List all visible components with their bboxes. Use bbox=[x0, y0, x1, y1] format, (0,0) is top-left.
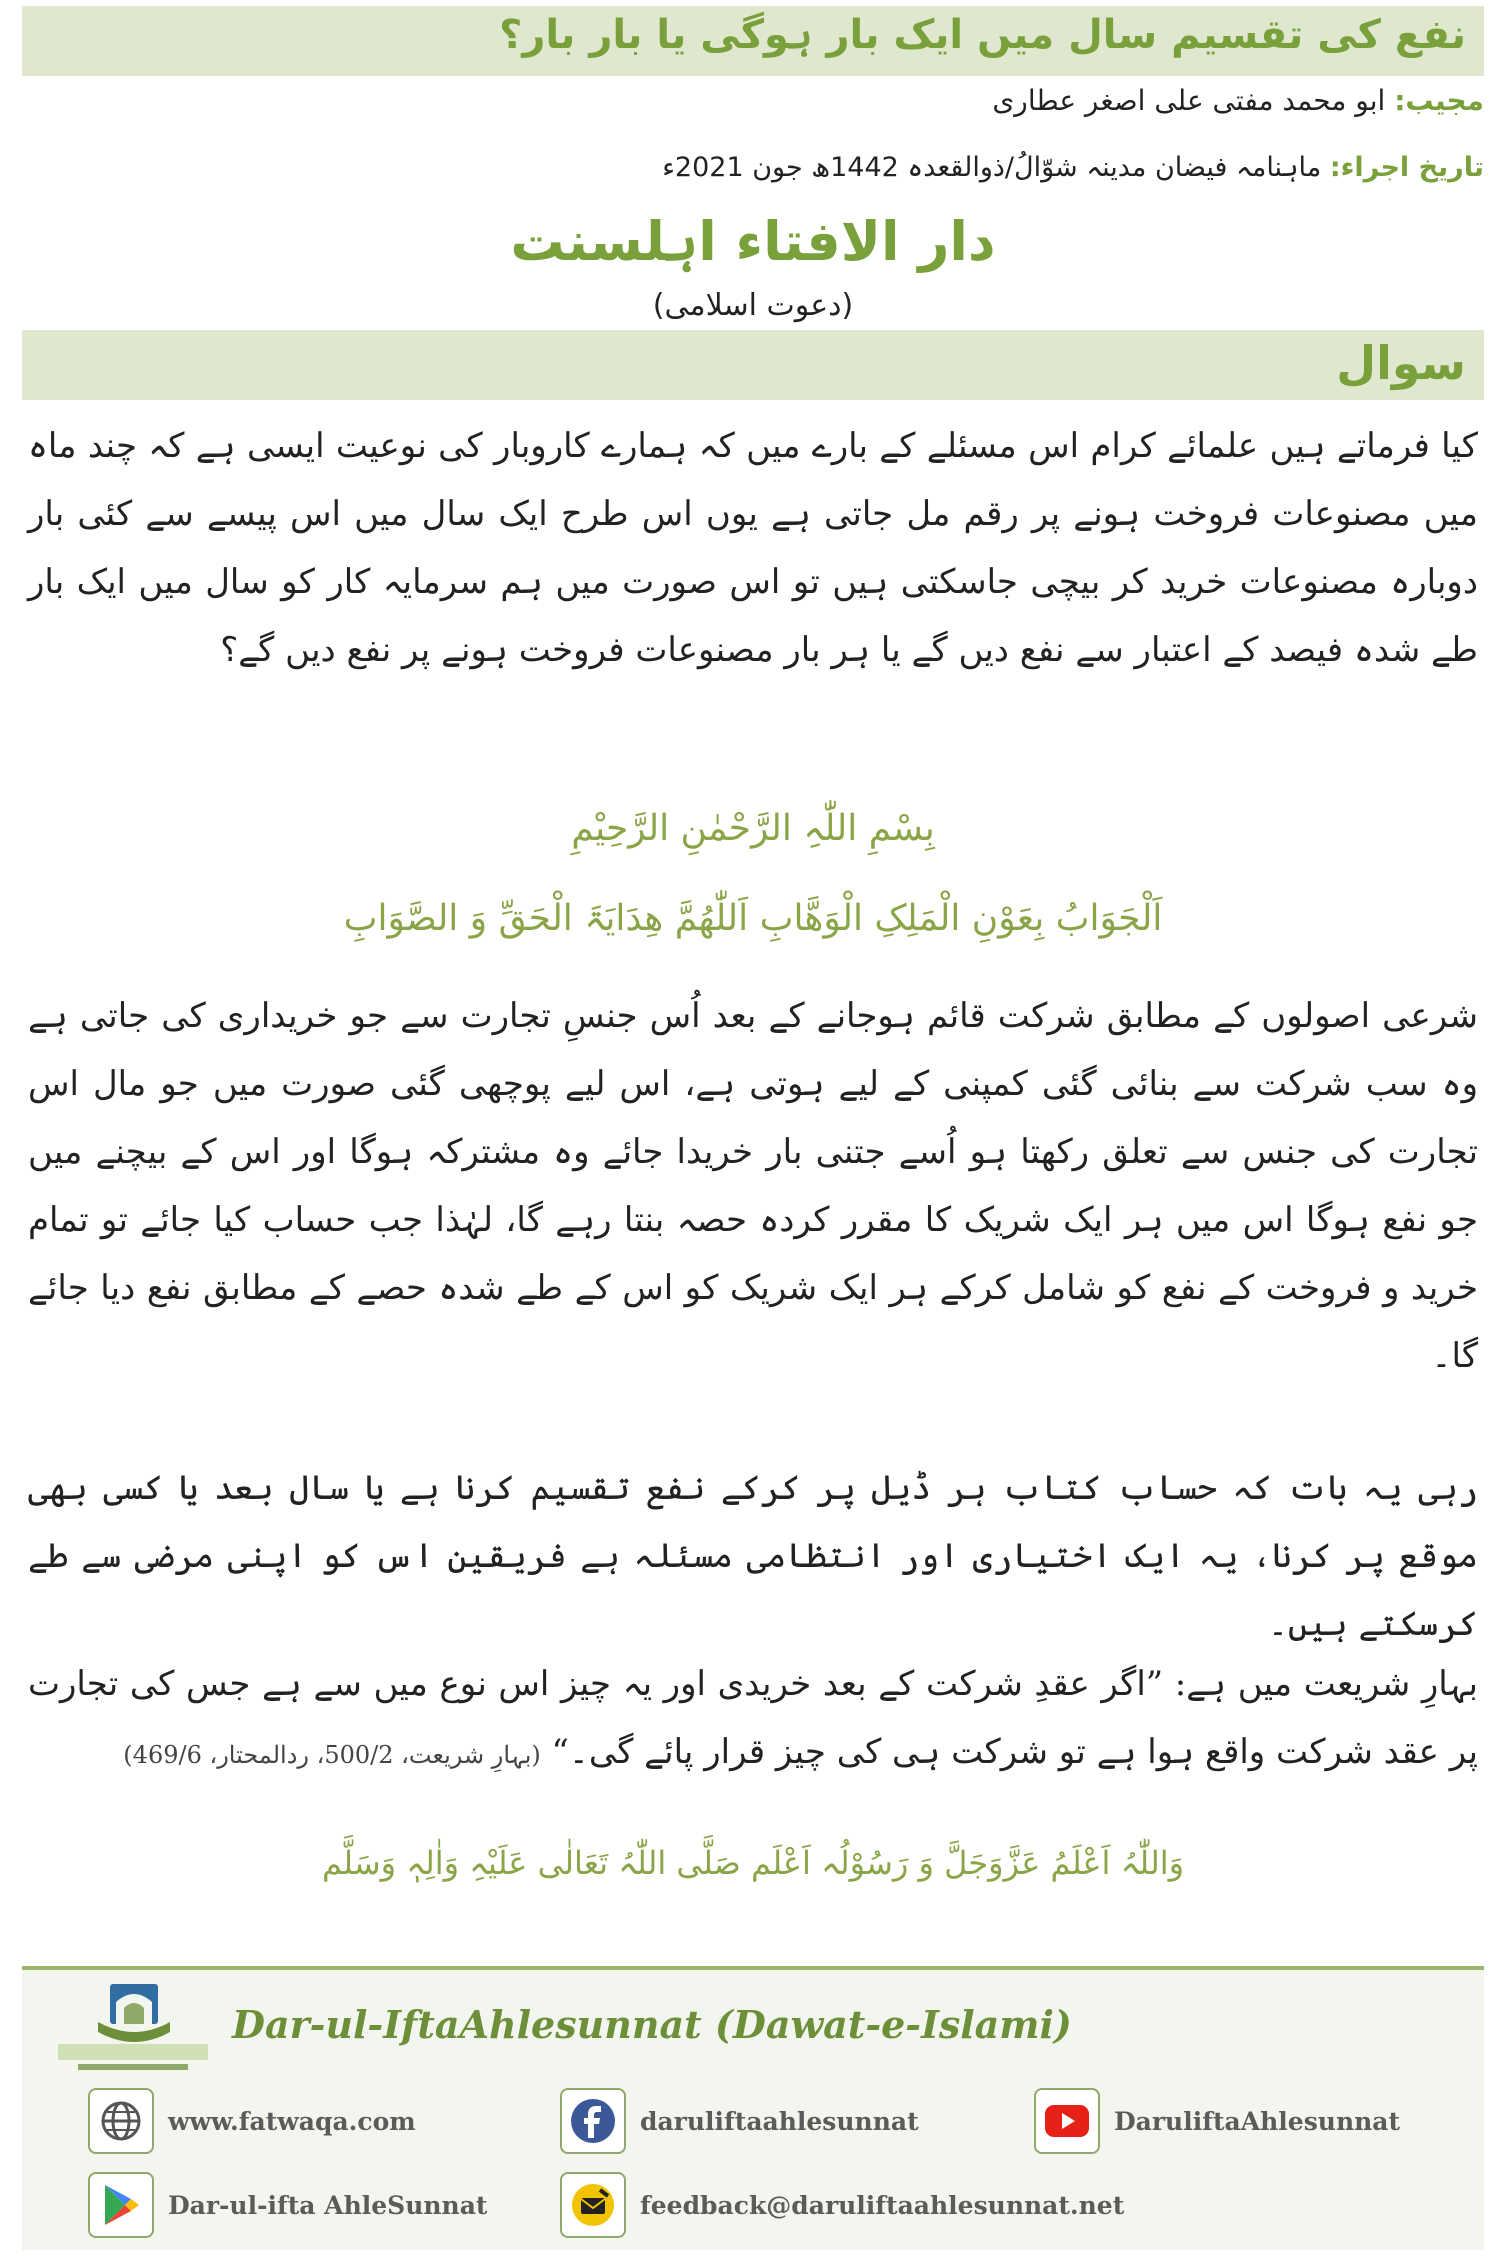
tareekh-value: ماہنامہ فیضان مدینہ شوّالُ/ذوالقعدہ 1442ھ جون 2021ء bbox=[662, 152, 1322, 183]
answer-paragraph-2: رہی یہ بات کہ حساب کتاب ہر ڈیل پر کرکے نفع تقسیم کرنا ہے یا سال بعد یا کسی بھی موقع پر کرنا، یہ ایک اختیاری اور انتظامی مسئلہ ہے فریقین اس کو اپنی مرضی سے طے کرسکتے ہیں۔ bbox=[28, 1468, 1478, 1644]
email-text: feedback@daruliftaahlesunnat.net bbox=[640, 2190, 1125, 2220]
globe-icon bbox=[88, 2088, 154, 2154]
playstore-link[interactable] bbox=[88, 2172, 487, 2238]
website-link[interactable] bbox=[88, 2088, 416, 2154]
bismillah: بِسْمِ اللّٰہِ الرَّحْمٰنِ الرَّحِیْمِ bbox=[571, 808, 935, 849]
mujeeb-line bbox=[22, 84, 1484, 117]
fatwa-title: نفع کی تقسیم سال میں ایک بار ہوگی یا بار بار؟ bbox=[499, 12, 1466, 58]
tareekh-label: تاریخ اجراء: bbox=[1329, 152, 1484, 183]
question-text: کیا فرماتے ہیں علمائے کرام اس مسئلے کے بارے میں کہ ہمارے کاروبار کی نوعیت ایسی ہے کہ چند ماہ میں مصنوعات فروخت ہونے پر رقم مل جاتی ہے یوں اس طرح ایک سال میں اس پیسے سے کئی بار دوبارہ مصنوعات خرید کر بیچی جاسکتی ہیں تو اس صورت میں ہم سرمایہ کار کو سال میں ایک بار طے شدہ فیصد کے اعتبار سے نفع دیں گے یا ہر بار مصنوعات فروخت ہونے پر نفع دیں گے؟ bbox=[28, 426, 1478, 670]
footer-title: Dar-ul-IftaAhlesunnat (Dawat-e-Islami) bbox=[232, 2002, 1072, 2047]
facebook-text: daruliftaahlesunnat bbox=[640, 2106, 919, 2136]
dar-ul-ifta-logo bbox=[58, 1982, 208, 2074]
email-link[interactable] bbox=[560, 2172, 1124, 2238]
mujeeb-label: مجیب: bbox=[1394, 84, 1484, 117]
reference: (بہارِ شریعت، 500/2، ردالمحتار، 469/6) bbox=[123, 1741, 541, 1769]
youtube-icon bbox=[1034, 2088, 1100, 2154]
closing-dua: وَاللّٰہُ اَعْلَمُ عَزَّوَجَلَّ وَ رَسُوْلُہ اَعْلَم صَلَّی اللّٰہُ تَعَالٰی عَلَیْہِ وَاٰلِہٖ وَسَلَّم bbox=[321, 1844, 1185, 1882]
youtube-text: DaruliftaAhlesunnat bbox=[1114, 2106, 1401, 2136]
dar-ul-ifta-title: دار الافتاء اہلسنت bbox=[510, 210, 996, 273]
facebook-icon bbox=[560, 2088, 626, 2154]
tareekh-line bbox=[22, 152, 1484, 183]
email-icon bbox=[560, 2172, 626, 2238]
sawal-band bbox=[22, 330, 1484, 400]
playstore-text: Dar-ul-ifta AhleSunnat bbox=[168, 2190, 488, 2220]
youtube-link[interactable] bbox=[1034, 2088, 1400, 2154]
bahar-e-shariat-quote: بہارِ شریعت میں ہے: ”اگر عقدِ شرکت کے بعد خریدی اور یہ چیز اس نوع میں سے ہے جس کی تجارت پر عقد شرکت واقع ہوا ہے تو شرکت ہی کی چیز قرار پائے گی۔“ bbox=[28, 1664, 1478, 1772]
play-store-icon bbox=[88, 2172, 154, 2238]
website-text: www.fatwaqa.com bbox=[168, 2106, 416, 2136]
facebook-link[interactable] bbox=[560, 2088, 919, 2154]
dawat-e-islami-subtitle: (دعوت اسلامی) bbox=[652, 288, 854, 323]
sawal-heading: سوال bbox=[1336, 336, 1466, 390]
mujeeb-value: ابو محمد مفتی علی اصغر عطاری bbox=[992, 84, 1386, 117]
answer-paragraph-1: شرعی اصولوں کے مطابق شرکت قائم ہوجانے کے بعد اُس جنسِ تجارت سے جو خریداری کی جاتی ہے وہ سب شرکت سے بنائی گئی کمپنی کے لیے ہوتی ہے، اس لیے پوچھی گئی صورت میں جو مال اس تجارت کی جنس سے تعلق رکھتا ہو اُسے جتنی بار خریدا جائے وہ مشترکہ ہوگا اور اس کے بیچنے میں جو نفع ہوگا اس میں ہر ایک شریک کا مقرر کردہ حصہ بنتا رہے گا، لہٰذا جب حساب کیا جائے تو تمام خرید و فروخت کے نفع کو شامل کرکے ہر ایک شریک کو اس کے طے شدہ حصے کے مطابق نفع دیا جائے گا۔ bbox=[28, 996, 1478, 1376]
answer-paragraph-3 bbox=[28, 1650, 1478, 1789]
jawab-heading: اَلْجَوَابُ بِعَوْنِ الْمَلِکِ الْوَھَّابِ اَللّٰھُمَّ ھِدَایَۃَ الْحَقِّ وَ الصَّوَابِ bbox=[343, 898, 1163, 939]
